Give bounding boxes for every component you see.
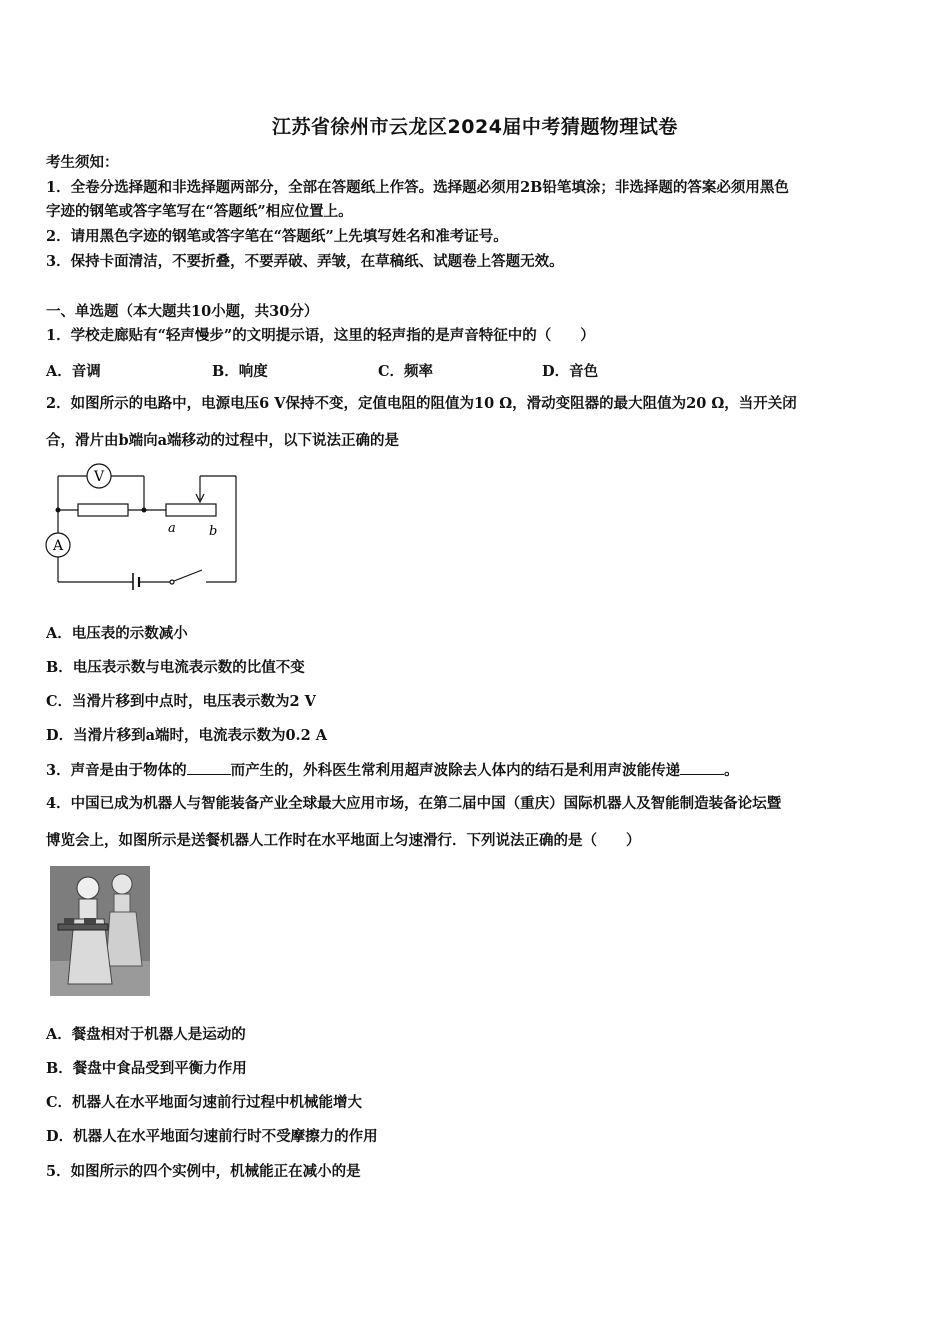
section-heading: 一、单选题（本大题共10小题，共30分） [46,303,319,320]
q3-part1: 3．声音是由于物体的 [46,762,187,779]
q2-option-d: D．当滑片移到a端时，电流表示数为0.2 A [46,727,327,744]
q3-part3: 。 [724,762,739,779]
q3-part2: 而产生的，外科医生常利用超声波除去人体内的结石是利用声波能传递 [230,762,681,779]
voltmeter-label: V [93,469,105,485]
q1-stem: 1．学校走廊贴有“轻声慢步”的文明提示语，这里的轻声指的是声音特征中的（ ） [46,327,595,344]
q1-option-a: A．音调 [46,363,101,380]
ammeter-symbol [46,533,70,557]
q4-option-d: D．机器人在水平地面匀速前行时不受摩擦力的作用 [46,1128,378,1145]
ammeter-label: A [52,538,64,554]
notice-item-3: 3．保持卡面清洁，不要折叠，不要弄破、弄皱，在草稿纸、试题卷上答题无效。 [46,253,564,270]
notice-item-2: 2．请用黑色字迹的钢笔或答字笔在“答题纸”上先填写姓名和准考证号。 [46,228,508,245]
q4-option-a: A．餐盘相对于机器人是运动的 [46,1026,246,1043]
q2-option-a: A．电压表的示数减小 [46,625,188,642]
q5-stem: 5．如图所示的四个实例中，机械能正在减小的是 [46,1163,361,1180]
q4-stem-line1: 4．中国已成为机器人与智能装备产业全球最大应用市场，在第二届中国（重庆）国际机器人及智能制造装备论坛暨 [46,795,782,812]
q2-circuit-diagram [40,460,250,590]
q2-stem-line1: 2．如图所示的电路中，电源电压6 V保持不变，定值电阻的阻值为10 Ω，滑动变阻器的最大阻值为20 Ω，当开关闭 [46,395,797,412]
voltmeter-symbol [87,464,111,488]
slider-end-b-label: b [209,524,218,539]
q3-blank-2 [680,760,724,775]
q2-option-b: B．电压表示数与电流表示数的比值不变 [46,659,305,676]
notice-heading: 考生须知： [46,154,119,171]
q1-option-d: D．音色 [542,363,599,380]
robot-photo [50,866,150,996]
q1-option-b: B．响度 [212,363,268,380]
q1-option-c: C．频率 [378,363,434,380]
q2-option-c: C．当滑片移到中点时，电压表示数为2 V [46,693,316,710]
exam-title: 江苏省徐州市云龙区2024届中考猜题物理试卷 [272,116,678,138]
q2-stem-line2: 合，滑片由b端向a端移动的过程中，以下说法正确的是 [46,432,400,449]
q4-stem-line2: 博览会上，如图所示是送餐机器人工作时在水平地面上匀速滑行．下列说法正确的是（ ） [46,832,641,849]
notice-item-1: 1．全卷分选择题和非选择题两部分，全部在答题纸上作答。选择题必须用2B铅笔填涂；非选择题的答案必须用黑色 [46,179,789,196]
robot-illustration [50,866,150,996]
q3-blank-1 [187,760,231,775]
notice-item-1-cont: 字迹的钢笔或答字笔写在“答题纸”相应位置上。 [46,203,353,220]
slider-end-a-label: a [168,521,176,536]
q3-stem [46,760,906,781]
q4-option-c: C．机器人在水平地面匀速前行过程中机械能增大 [46,1094,363,1111]
q4-option-b: B．餐盘中食品受到平衡力作用 [46,1060,247,1077]
